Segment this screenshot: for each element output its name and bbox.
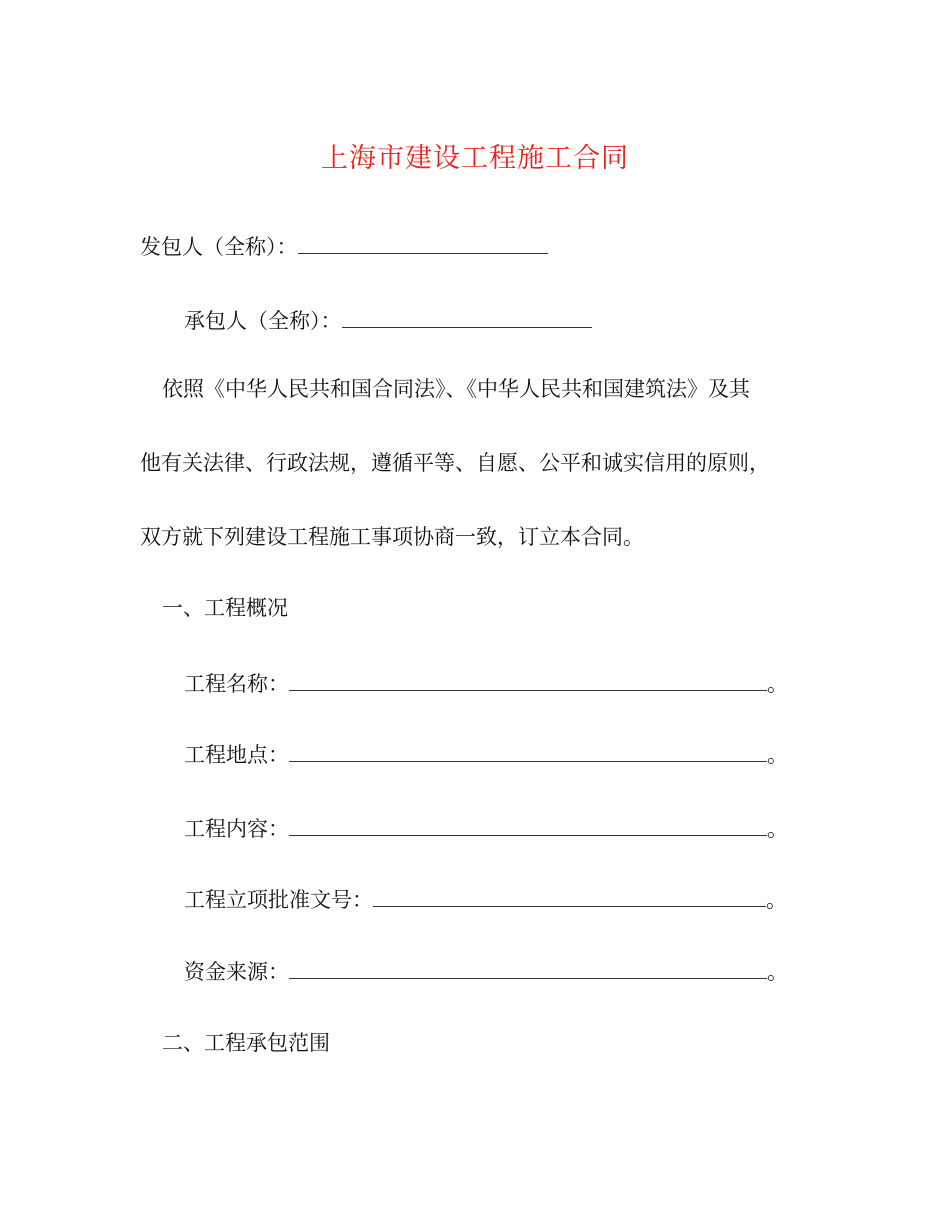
employer-name-blank[interactable] xyxy=(298,231,548,254)
preamble-line-3: 双方就下列建设工程施工事项协商一致，订立本合同。 xyxy=(140,525,644,549)
field-label: 工程内容： xyxy=(184,817,289,841)
field-end: 。 xyxy=(767,960,788,984)
field-project-location xyxy=(184,739,788,770)
contractor-line xyxy=(184,305,592,336)
project-name-blank[interactable] xyxy=(289,668,767,691)
section1-heading: 一、工程概况 xyxy=(162,596,288,620)
preamble-line-2: 他有关法律、行政法规，遵循平等、自愿、公平和诚实信用的原则， xyxy=(140,451,770,475)
field-approval-number xyxy=(184,884,787,915)
field-label: 工程地点： xyxy=(184,743,289,767)
field-project-content xyxy=(184,813,788,844)
field-end: 。 xyxy=(766,888,787,912)
contractor-label: 承包人（全称）： xyxy=(184,309,342,333)
funding-source-blank[interactable] xyxy=(289,956,767,979)
section2-heading: 二、工程承包范围 xyxy=(162,1031,330,1055)
field-end: 。 xyxy=(767,672,788,696)
field-label: 资金来源： xyxy=(184,960,289,984)
field-end: 。 xyxy=(767,817,788,841)
field-label: 工程名称： xyxy=(184,672,289,696)
contractor-name-blank[interactable] xyxy=(342,305,592,328)
field-project-name xyxy=(184,668,788,699)
project-location-blank[interactable] xyxy=(289,739,767,762)
field-funding-source xyxy=(184,956,788,987)
employer-line xyxy=(140,231,548,262)
field-end: 。 xyxy=(767,743,788,767)
project-content-blank[interactable] xyxy=(289,813,767,836)
preamble-line-1: 依照《中华人民共和国合同法》、《中华人民共和国建筑法》及其 xyxy=(162,377,750,401)
page-title: 上海市建设工程施工合同 xyxy=(321,143,629,174)
employer-label: 发包人（全称）： xyxy=(140,235,298,259)
approval-number-blank[interactable] xyxy=(373,884,766,907)
field-label: 工程立项批准文号： xyxy=(184,888,373,912)
